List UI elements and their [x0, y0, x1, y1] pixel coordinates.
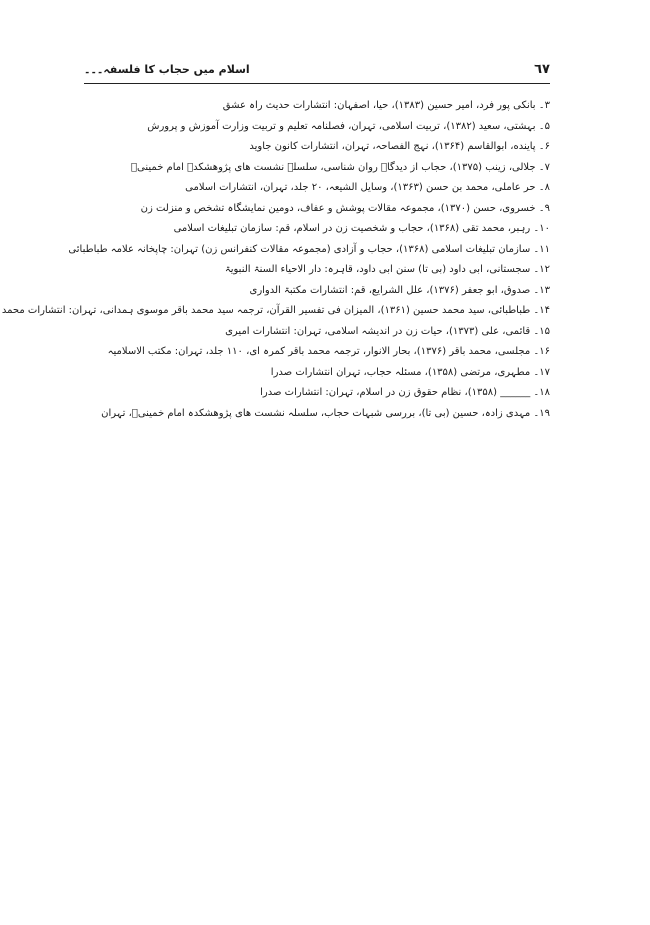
reference-item: ۶۔ پاینده، ابوالقاسم (۱۳۶۴)، نہج الفصاحہ، تہران، انتشارات کانون جاوید [249, 141, 550, 152]
running-title: اسلام میں حجاب کا فلسفہ۔۔۔ [84, 63, 250, 76]
reference-item: ۱۴۔ طباطبائی، سید محمد حسین (۱۳۶۱)، المیزان فی تفسیر القرآن، ترجمہ سید محمد باقر موسوی ہمدانی، تہران: انتشارات محمد [1, 305, 550, 316]
reference-item: ۱۰۔ رہبر، محمد تقی (۱۳۶۸)، حجاب و شخصیت زن در اسلام، قم: سازمان تبلیغات اسلامی [173, 223, 550, 234]
reference-item: ۱۹۔ مہدی زادہ، حسین (بی تا)، بررسی شبہات حجاب، سلسلہ نشست ھای پژوھشکدہ امام خمینیؒ، تہران [101, 407, 550, 419]
reference-list [1, 96, 550, 424]
reference-item: ۱۶۔ مجلسی، محمد باقر (۱۳۷۶)، بحار الانوار، ترجمہ محمد باقر کمرہ ای، ۱۱۰ جلد، تہران: مکتب الاسلامیہ [107, 346, 550, 357]
reference-item: ۱۳۔ صدوق، ابو جعفر (۱۳۷۶)، علل الشرایع، قم: انتشارات مکتبۃ الدواری [249, 284, 550, 296]
reference-item: ۸۔ حر عاملی، محمد بن حسن (۱۳۶۳)، وسایل الشیعہ، ۲۰ جلد، تہران، انتشارات اسلامی [185, 182, 550, 193]
reference-item: ۵۔ بہشتی، سعید (۱۳۸۲)، تربیت اسلامی، تہران، فصلنامہ تعلیم و تربیت وزارت آموزش و پرورش [147, 120, 550, 132]
page-header [84, 60, 550, 82]
reference-item: ۱۸۔ ______ (۱۳۵۸)، نظام حقوق زن در اسلام، تہران: انتشارات صدرا [260, 387, 550, 398]
reference-item: ۱۷۔ مطہری، مرتضی (۱۳۵۸)، مسئلہ حجاب، تہران انتشارات صدرا [270, 366, 550, 378]
header-rule [84, 83, 550, 84]
reference-item: ۱۱۔ سازمان تبلیغات اسلامی (۱۳۶۸)، حجاب و آزادی (مجموعہ مقالات کنفرانس زن) تہران: چاپخانہ علامہ طباطبائی [68, 243, 550, 255]
reference-item: ۱۲۔ سجستانی، ابی داود (بی تا) سنن ابی داود، قاہرہ: دار الاحیاء السنۃ النبویۃ [224, 264, 550, 275]
page-number: ٦٧ [534, 62, 550, 77]
reference-item: ۹۔ خسروی، حسن (۱۳۷۰)، مجموعہ مقالات پوشش و عفاف، دومین نمایشگاہ تشخص و منزلت زن [140, 202, 550, 214]
reference-item: ۱۵۔ قائمی، علی (۱۳۷۳)، حیات زن در اندیشہ اسلامی، تہران: انتشارات امیری [225, 325, 550, 337]
reference-item: ۷۔ جلالی، زینب (۱۳۷۵)، حجاب از دیدگاہ روان شناسی، سلسلہ نشست ھای پژوھشکدہ امام خمینیؒ [131, 161, 550, 173]
reference-item: ۳۔ بانکی پور فرد، امیر حسین (۱۳۸۳)، حیا، اصفہان: انتشارات حدیث راہ عشق [222, 100, 550, 111]
